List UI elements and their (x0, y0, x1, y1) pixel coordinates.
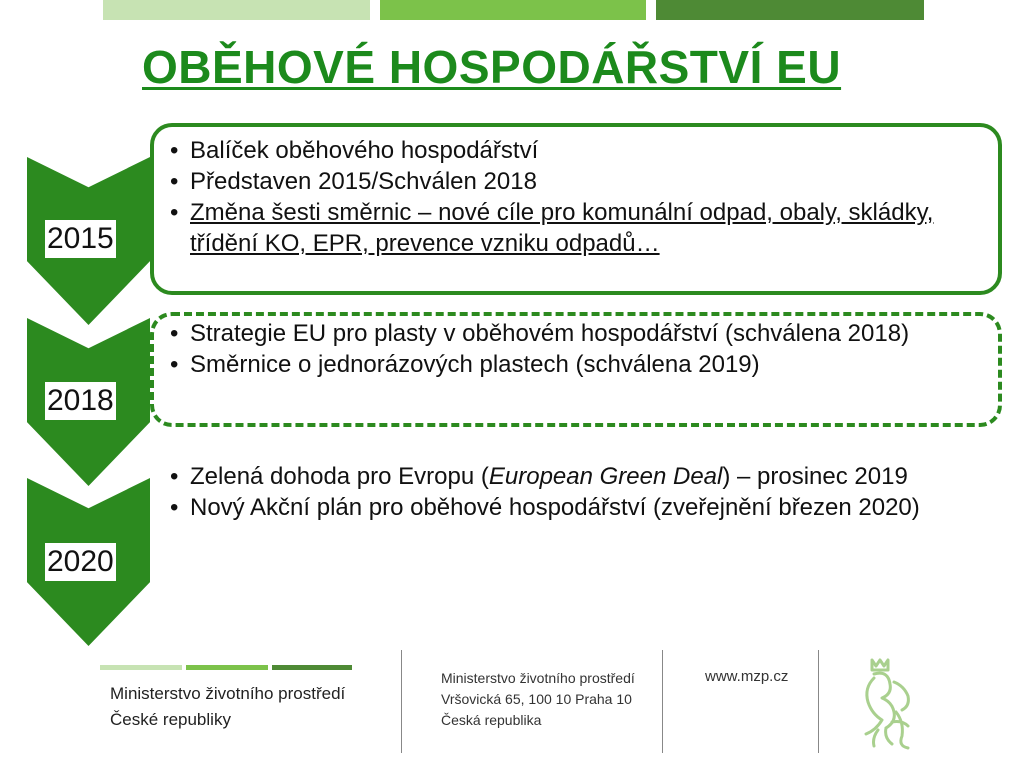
green-deal-text-pre: Zelená dohoda pro Evropu ( (190, 463, 489, 490)
czech-lion-emblem-icon (848, 652, 920, 752)
logo-line-1: Ministerstvo životního prostředí (110, 684, 346, 703)
bullet-list-2020 (170, 461, 1000, 523)
ministry-logo-text (110, 681, 345, 733)
top-bar-mid (380, 0, 646, 20)
address-line-3: Česká republika (441, 712, 542, 728)
footer-divider (818, 650, 819, 753)
logo-line-2: České republiky (110, 710, 231, 729)
bullet-item: • Představen 2015/Schválen 2018 (170, 166, 1000, 197)
green-deal-text-italic: European Green Deal (488, 463, 723, 490)
bullet-item: • Strategie EU pro plasty v oběhovém hospodářství (schválena 2018) (170, 318, 1000, 349)
year-label-2018: 2018 (45, 382, 116, 420)
footer-bar-light (100, 665, 182, 670)
top-bar-dark (656, 0, 924, 20)
footer-divider (662, 650, 663, 753)
page-title: OBĚHOVÉ HOSPODÁŘSTVÍ EU (142, 41, 842, 93)
footer-divider (401, 650, 402, 753)
bullet-item: • Směrnice o jednorázových plastech (schválena 2019) (170, 349, 1000, 380)
year-label-2015: 2015 (45, 220, 116, 258)
green-deal-text-post: ) – prosinec 2019 (722, 463, 908, 490)
year-label-2020: 2020 (45, 543, 116, 581)
bullet-list-2015 (170, 135, 1000, 259)
bullet-item: • Balíček oběhového hospodářství (170, 135, 1000, 166)
address-line-1: Ministerstvo životního prostředí (441, 670, 635, 686)
website-link[interactable]: www.mzp.cz (705, 668, 789, 685)
bullet-list-2018 (170, 318, 1000, 380)
bullet-item-green-deal (170, 461, 1000, 492)
address-line-2: Vršovická 65, 100 10 Praha 10 (441, 691, 632, 707)
top-bar-light (103, 0, 370, 20)
footer-address (441, 668, 635, 731)
bullet-item-underlined: • Změna šesti směrnic – nové cíle pro komunální odpad, obaly, skládky, třídění KO, EPR, prevence vzniku odpadů… (170, 197, 1000, 259)
footer-bar-dark (272, 665, 352, 670)
footer-bar-mid (186, 665, 268, 670)
bullet-item-action-plan: • Nový Akční plán pro oběhové hospodářství (zveřejnění březen 2020) (170, 492, 1000, 523)
